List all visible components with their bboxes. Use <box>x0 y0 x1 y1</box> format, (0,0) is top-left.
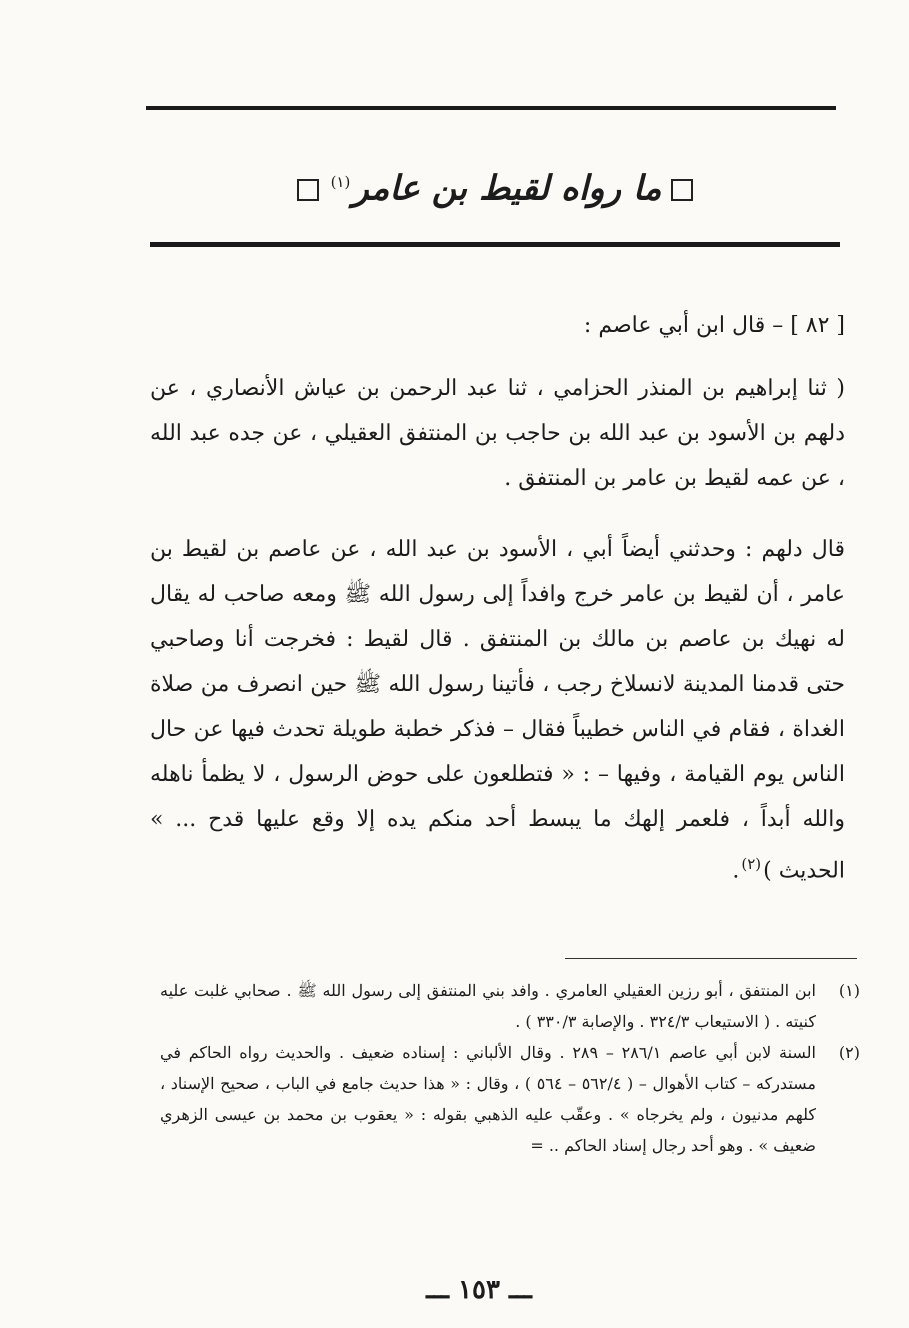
hadith-matn-paragraph: قال دلهم : وحدثني أيضاً أبي ، الأسود بن عبد الله ، عن عاصم بن لقيط بن عامر ، أن لقيط بن عامر خرج وافداً إلى رسول الله ﷺ ومعه صاحب له يقال له نهيك بن عاصم بن مالك بن المنتفق . قال لقيط : فخرجت أنا وصاحبي حتى قدمنا المدينة لانسلاخ رجب ، فأتينا رسول الله ﷺ حين انصرف من صلاة الغداة ، فقام في الناس خطيباً فقال – فذكر خطبة طويلة تحدث فيها عن حال الناس يوم القيامة ، وفيها – : « فتطلعون على حوض الرسول ، لا يظمأ ناهله والله أبداً ، فلعمر إلهك ما يبسط أحد منكم يده إلا وقع عليها قدح ... » الحديث )$^{(٢)}$. <box>150 537 845 884</box>
footnote-separator <box>565 958 857 959</box>
bottom-rule <box>150 242 840 247</box>
title-box-ornament-left <box>297 179 319 201</box>
title-footnote-ref: (١) <box>330 173 351 191</box>
footnote-number: (١) <box>838 981 860 1000</box>
footnote-text: السنة لابن أبي عاصم ٢٨٦/١ – ٢٨٩ . وقال الألباني : إسناده ضعيف . والحديث رواه الحاكم في مستدركه – كتاب الأهوال – ( ٥٦٢/٤ – ٥٦٤ ) ، وقال : « هذا حديث جامع في الباب ، صحيح الإسناد ، كلهم مدنيون ، ولم يخرجاه » . وعقّب عليه الذهبي بقوله : « يعقوب بن محمد بن عيسى الزهري ضعيف » . وهو أحد رجال إسناد الحاكم .. = <box>160 1043 817 1155</box>
footnote-1 <box>160 975 860 1037</box>
page-number: ـــ ١٥٣ ـــ <box>426 1275 532 1305</box>
title-box-ornament-right <box>671 179 693 201</box>
hadith-isnad: ( ثنا إبراهيم بن المنذر الحزامي ، ثنا عبد الرحمن بن عياش الأنصاري ، عن دلهم بن الأسود بن عبد الله بن حاجب بن المنتفق العقيلي ، عن جده عبد الله ، عن عمه لقيط بن عامر بن المنتفق . <box>150 376 845 491</box>
footnote-2 <box>160 1037 860 1161</box>
top-rule <box>146 106 836 110</box>
matn-footnote-ref: (٢) <box>741 855 762 873</box>
hadith-heading: [ ٨٢ ] – قال ابن أبي عاصم : <box>583 313 845 338</box>
chapter-title <box>150 150 840 214</box>
footnote-text: ابن المنتفق ، أبو رزين العقيلي العامري . وافد بني المنتفق إلى رسول الله ﷺ . صحابي غلبت عليه كنيته . ( الاستيعاب ٣٢٤/٣ . والإصابة ٣٣٠/٣ ) . <box>160 981 816 1031</box>
title-text: ما رواه لقيط بن عامر <box>352 168 662 209</box>
footnotes <box>160 975 860 1161</box>
hadith-body <box>150 303 845 893</box>
footnote-number: (٢) <box>838 1043 860 1062</box>
hadith-matn: قال دلهم : وحدثني أيضاً أبي ، الأسود بن عبد الله ، عن عاصم بن لقيط بن عامر ، أن لقيط بن عامر خرج وافداً إلى رسول الله ﷺ ومعه صاحب له يقال له نهيك بن عاصم بن مالك بن المنتفق . قال لقيط : فخرجت أنا وصاحبي حتى قدمنا المدينة لانسلاخ رجب ، فأتينا رسول الله ﷺ حين انصرف من صلاة الغداة ، فقام في الناس خطيباً فقال – فذكر خطبة طويلة تحدث فيها عن حال الناس يوم القيامة ، وفيها – : « فتطلعون على حوض الرسول ، لا يظمأ ناهله والله أبداً ، فلعمر إلهك ما يبسط أحد منكم يده إلا وقع عليها قدح ... » الحديث ) <box>150 537 845 884</box>
